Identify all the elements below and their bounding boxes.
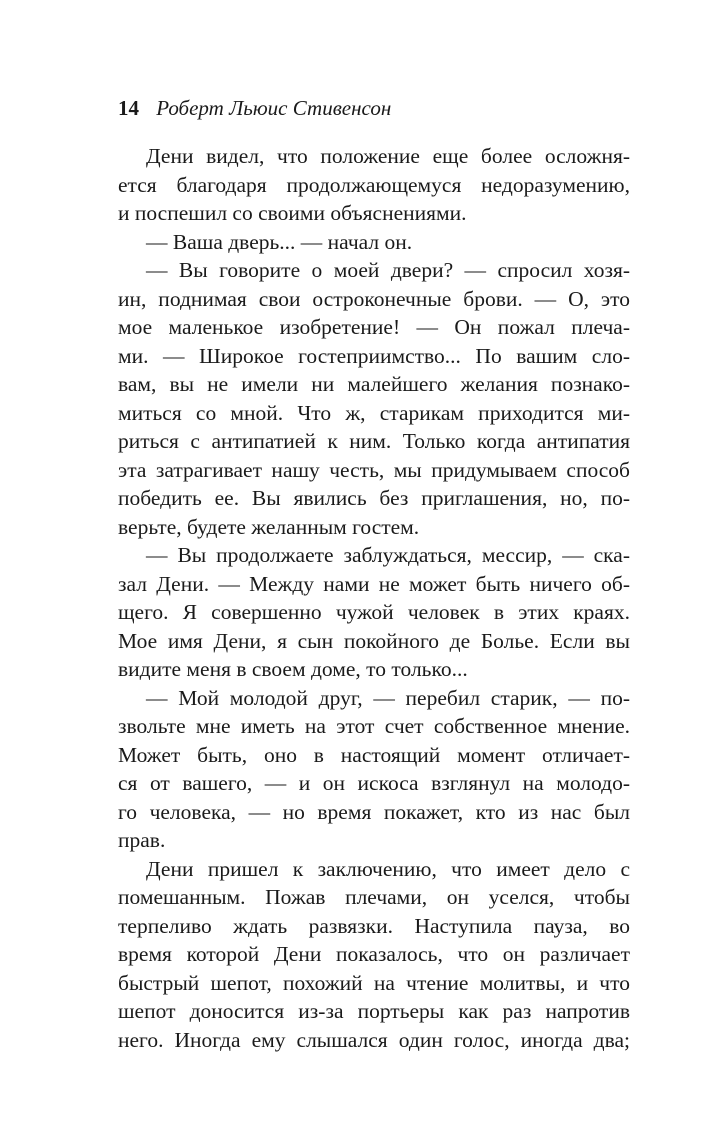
body-text [118, 142, 630, 1054]
text-line: ся от вашего, — и он искоса взглянул на молодо- [118, 771, 630, 795]
text-line: время которой Дени показалось, что он различает [118, 942, 630, 966]
text-line: ется благодаря продолжающемуся недоразумению, [118, 172, 630, 197]
text-line: — Мой молодой друг, — перебил старик, — по- [146, 685, 630, 710]
page-header [118, 94, 391, 122]
text-line: Мое имя Дени, я сын покойного де Болье. Если вы [118, 628, 630, 653]
text-line: мое маленькое изобретение! — Он пожал плеча- [118, 315, 630, 339]
text-line: ми. — Широкое гостеприимство... По вашим сло- [118, 343, 630, 368]
text-line: ин, поднимая свои остроконечные брови. — О, это [118, 286, 630, 311]
text-line: Может быть, оно в настоящий момент отличает- [118, 742, 630, 767]
text-line: миться со мной. Что ж, старикам приходится ми- [118, 400, 630, 425]
text-line: победить ее. Вы явились без приглашения, но, по- [118, 486, 630, 510]
text-line: го человека, — но время покажет, кто из нас был [118, 799, 630, 824]
text-line: — Ваша дверь... — начал он. [146, 229, 413, 254]
text-line: звольте мне иметь на этот счет собственное мнение. [118, 714, 630, 738]
text-line: Дени видел, что положение еще более осложня- [146, 144, 630, 168]
text-line: видите меня в своем доме, то только... [118, 657, 468, 681]
text-line: прав. [118, 828, 166, 852]
text-line: терпеливо ждать развязки. Наступила пауза, во [118, 913, 630, 938]
text-line: шепот доносится из-за портьеры как раз напротив [118, 999, 630, 1023]
text-line: риться с антипатией к ним. Только когда антипатия [118, 429, 630, 453]
text-line: верьте, будете желанным гостем. [118, 514, 420, 539]
page-number: 14 [118, 96, 139, 120]
text-line: помешанным. Пожав плечами, он уселся, чтобы [118, 885, 630, 909]
text-line: — Вы продолжаете заблуждаться, мессир, — ска- [146, 543, 630, 567]
text-line: зал Дени. — Между нами не может быть ничего об- [118, 571, 630, 596]
text-line: — Вы говорите о моей двери? — спросил хозя- [146, 258, 630, 282]
text-line: него. Иногда ему слышался один голос, иногда два; [118, 1027, 630, 1052]
text-line: Дени пришел к заключению, что имеет дело с [146, 856, 630, 881]
text-line: эта затрагивает нашу честь, мы придумываем способ [118, 457, 630, 482]
running-head: Роберт Льюис Стивенсон [156, 96, 392, 120]
text-line: вам, вы не имели ни малейшего желания познако- [118, 372, 630, 396]
text-line: щего. Я совершенно чужой человек в этих краях. [118, 600, 630, 624]
text-line: и поспешил со своими объяснениями. [118, 201, 467, 225]
text-line: быстрый шепот, похожий на чтение молитвы, и что [118, 970, 630, 995]
